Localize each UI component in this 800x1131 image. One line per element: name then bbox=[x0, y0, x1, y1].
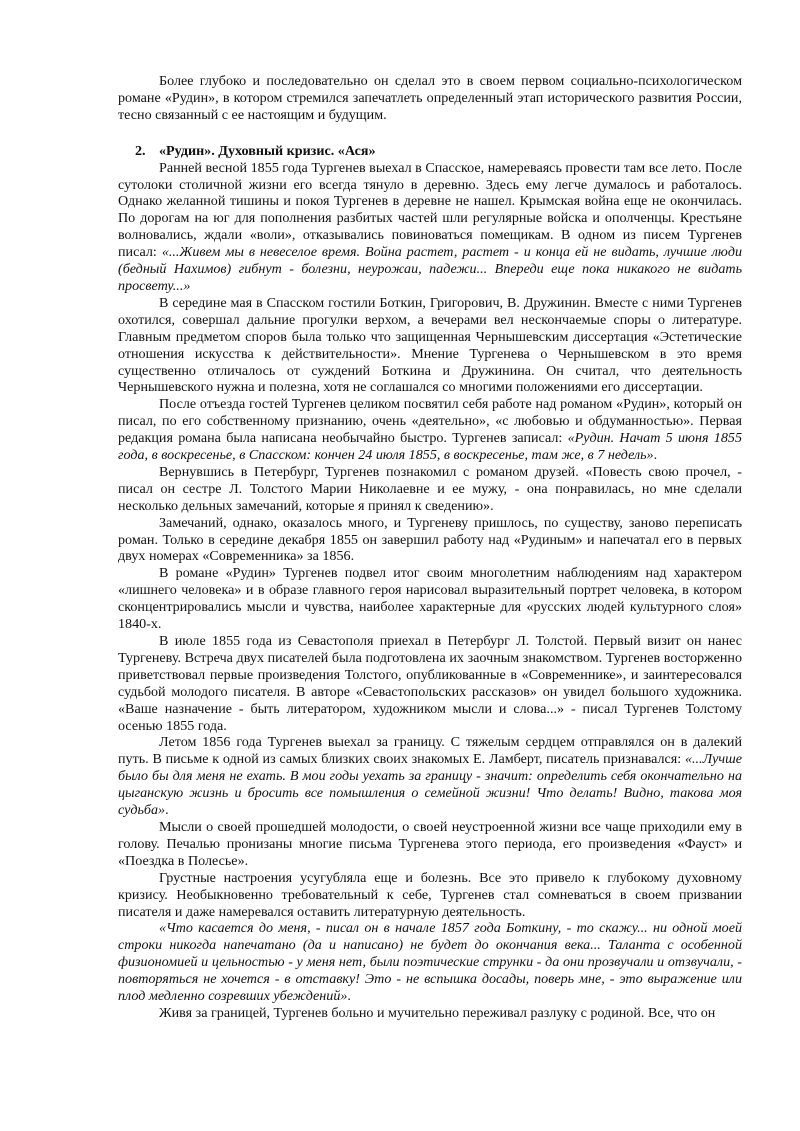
paragraph-homesick: Живя за границей, Тургенев больно и мучительно переживал разлуку с родиной. Все, что он bbox=[159, 1004, 716, 1021]
paragraph-abroad-1856 bbox=[118, 734, 742, 819]
quote-text: «Рудин. Начат 5 июня 1855 года, в воскресенье, в Спасском: кончен 24 июля 1855, в воскресенье, там же, в 7 недель» bbox=[118, 430, 742, 464]
paragraph-text: Ранней весной 1855 года Тургенев выехал в Спасское, намереваясь провести там все лето. После сутолоки столичной жизни его всегда тянуло в деревню. Здесь ему легче думалось и работалось. Однако желанной тишины и покоя Тургенев в деревне не нашел. Крымская война еще не окончилась. По дорогам на юг для пополнения разбитых частей шли регулярные войска и ополченцы. Крестьяне волновались, ждали «воли», отказывались повиноваться помещикам. В одном из писем Тургенев писал: bbox=[118, 159, 742, 261]
paragraph-text: После отъезда гостей Тургенев целиком посвятил себя работе над романом «Рудин», который он писал, по его собственному признанию, очень «деятельно», «с любовью и обдуманностью». Первая редакция романа была написана необычайно быстро. Тургенев записал: bbox=[118, 396, 742, 447]
intro-paragraph: Более глубоко и последовательно он сделал это в своем первом социально-психологическом романе «Рудин», в котором стремился запечатлеть определенный этап исторического развития России, тесно связанный с ее настоящим и будущим. bbox=[118, 73, 742, 123]
paragraph-text: . bbox=[653, 447, 658, 464]
paragraph-spring-1855 bbox=[118, 160, 742, 295]
paragraph-rudin-writing bbox=[118, 396, 742, 464]
paragraph-text: . bbox=[347, 988, 351, 1005]
paragraph-botkin-letter bbox=[118, 920, 742, 1005]
paragraph-crisis: Грустные настроения усугубляла еще и болезнь. Все это привело к глубокому духовному кризису. Необыкновенно требовательный к себе, Тургенев стал сомневаться в своем призвании писателя и даже намеревался оставить литературную деятельность. bbox=[118, 869, 742, 920]
paragraph-youth-thoughts: Мысли о своей прошедшей молодости, о своей неустроенной жизни все чаще приходили ему в голову. Печалью пронизаны многие письма Тургенева этого периода, его произведения «Фауст» и «Поездка в Полесье». bbox=[118, 818, 742, 869]
section-heading bbox=[118, 143, 742, 160]
paragraph-return-petersburg: Вернувшись в Петербург, Тургенев познакомил с романом друзей. «Повесть свою прочел, - писал он сестре Л. Толстого Марии Николаевне и ее мужу, - она понравилась, но мне сделали несколько дельных замечаний, которые я принял к сведению». bbox=[118, 463, 742, 514]
section-number: 2. bbox=[135, 142, 146, 159]
document-page bbox=[118, 73, 742, 1022]
paragraph-guests-spasskoe: В середине мая в Спасском гостили Боткин, Григорович, В. Дружинин. Вместе с ними Тургенев охотился, совершал дальние прогулки верхом, а вечерами вел нескончаемые споры о литературе. Главным предметом споров была только что защищенная Чернышевским диссертация «Эстетические отношения искусства к действительности». Мнение Тургенева о Чернышевском в это время существенно отличалось от суждений Боткина и Дружинина. Он считал, что деятельность Чернышевского нужна и полезна, хотя не соглашался со многими положениями его диссертации. bbox=[118, 294, 742, 396]
paragraph-superfluous-man: В романе «Рудин» Тургенев подвел итог своим многолетним наблюдениям над характером «лишнего человека» и в образе главного героя нарисовал выразительный портрет человека, в котором сконцентрировались мысли и чувства, наиболее характерные для «русских людей культурного слоя» 1840-х. bbox=[118, 565, 742, 633]
paragraph-tolstoy-meeting: В июле 1855 года из Севастополя приехал в Петербург Л. Толстой. Первый визит он нанес Тургеневу. Встреча двух писателей была подготовлена их заочным знакомством. Тургенев восторженно приветствовал первые произведения Толстого, опубликованные в «Современнике», и заинтересовался судьбой молодого писателя. В авторе «Севастопольских рассказов» он увидел большого художника. «Ваше назначение - быть литератором, художником мысли и слова...» - писал Тургенев Толстому осенью 1855 года. bbox=[118, 633, 742, 734]
quote-text: «Что касается до меня, - писал он в начале 1857 года Боткину, - то скажу... ни одной моей строки никогда напечатано (да и написано) не будет до окончания века... Таланта с особенной физиономией и цельностью - у меня нет, были поэтические струнки - да они прозвучали и отзвучали, - повторяться не хочется - в отставку! Это - не вспышка досады, поверь мне, - это выражение или плод медленно созревших убеждений» bbox=[118, 920, 742, 1005]
paragraph-rewriting: Замечаний, однако, оказалось много, и Тургеневу пришлось, по существу, заново переписать роман. Только в середине декабря 1855 он завершил работу над «Рудиным» и напечатал его в первых двух номерах «Современника» за 1856. bbox=[118, 514, 742, 565]
paragraph-text: . bbox=[165, 802, 169, 819]
paragraph-text: Летом 1856 года Тургенев выехал за границу. С тяжелым сердцем отправлялся он в далекий путь. В письме к одной из самых близких своих знакомых Е. Ламберт, писатель признавался: bbox=[118, 734, 742, 768]
section-title: «Рудин». Духовный кризис. «Ася» bbox=[159, 142, 376, 159]
quote-text: «...Лучше было бы для меня не ехать. В мои годы уехать за границу - значит: определить себя окончательно на цыганскую жизнь и бросить все помышления о семейной жизни! Что делать! Видно, такова моя судьба» bbox=[118, 751, 742, 819]
quote-text: «...Живем мы в невеселое время. Война растет, растет - и конца ей не видать, лучшие люди (бедный Нахимов) гибнут - болезни, неурожаи, падежи... Впереди еще пока никакого не видать просвету...» bbox=[118, 244, 742, 294]
